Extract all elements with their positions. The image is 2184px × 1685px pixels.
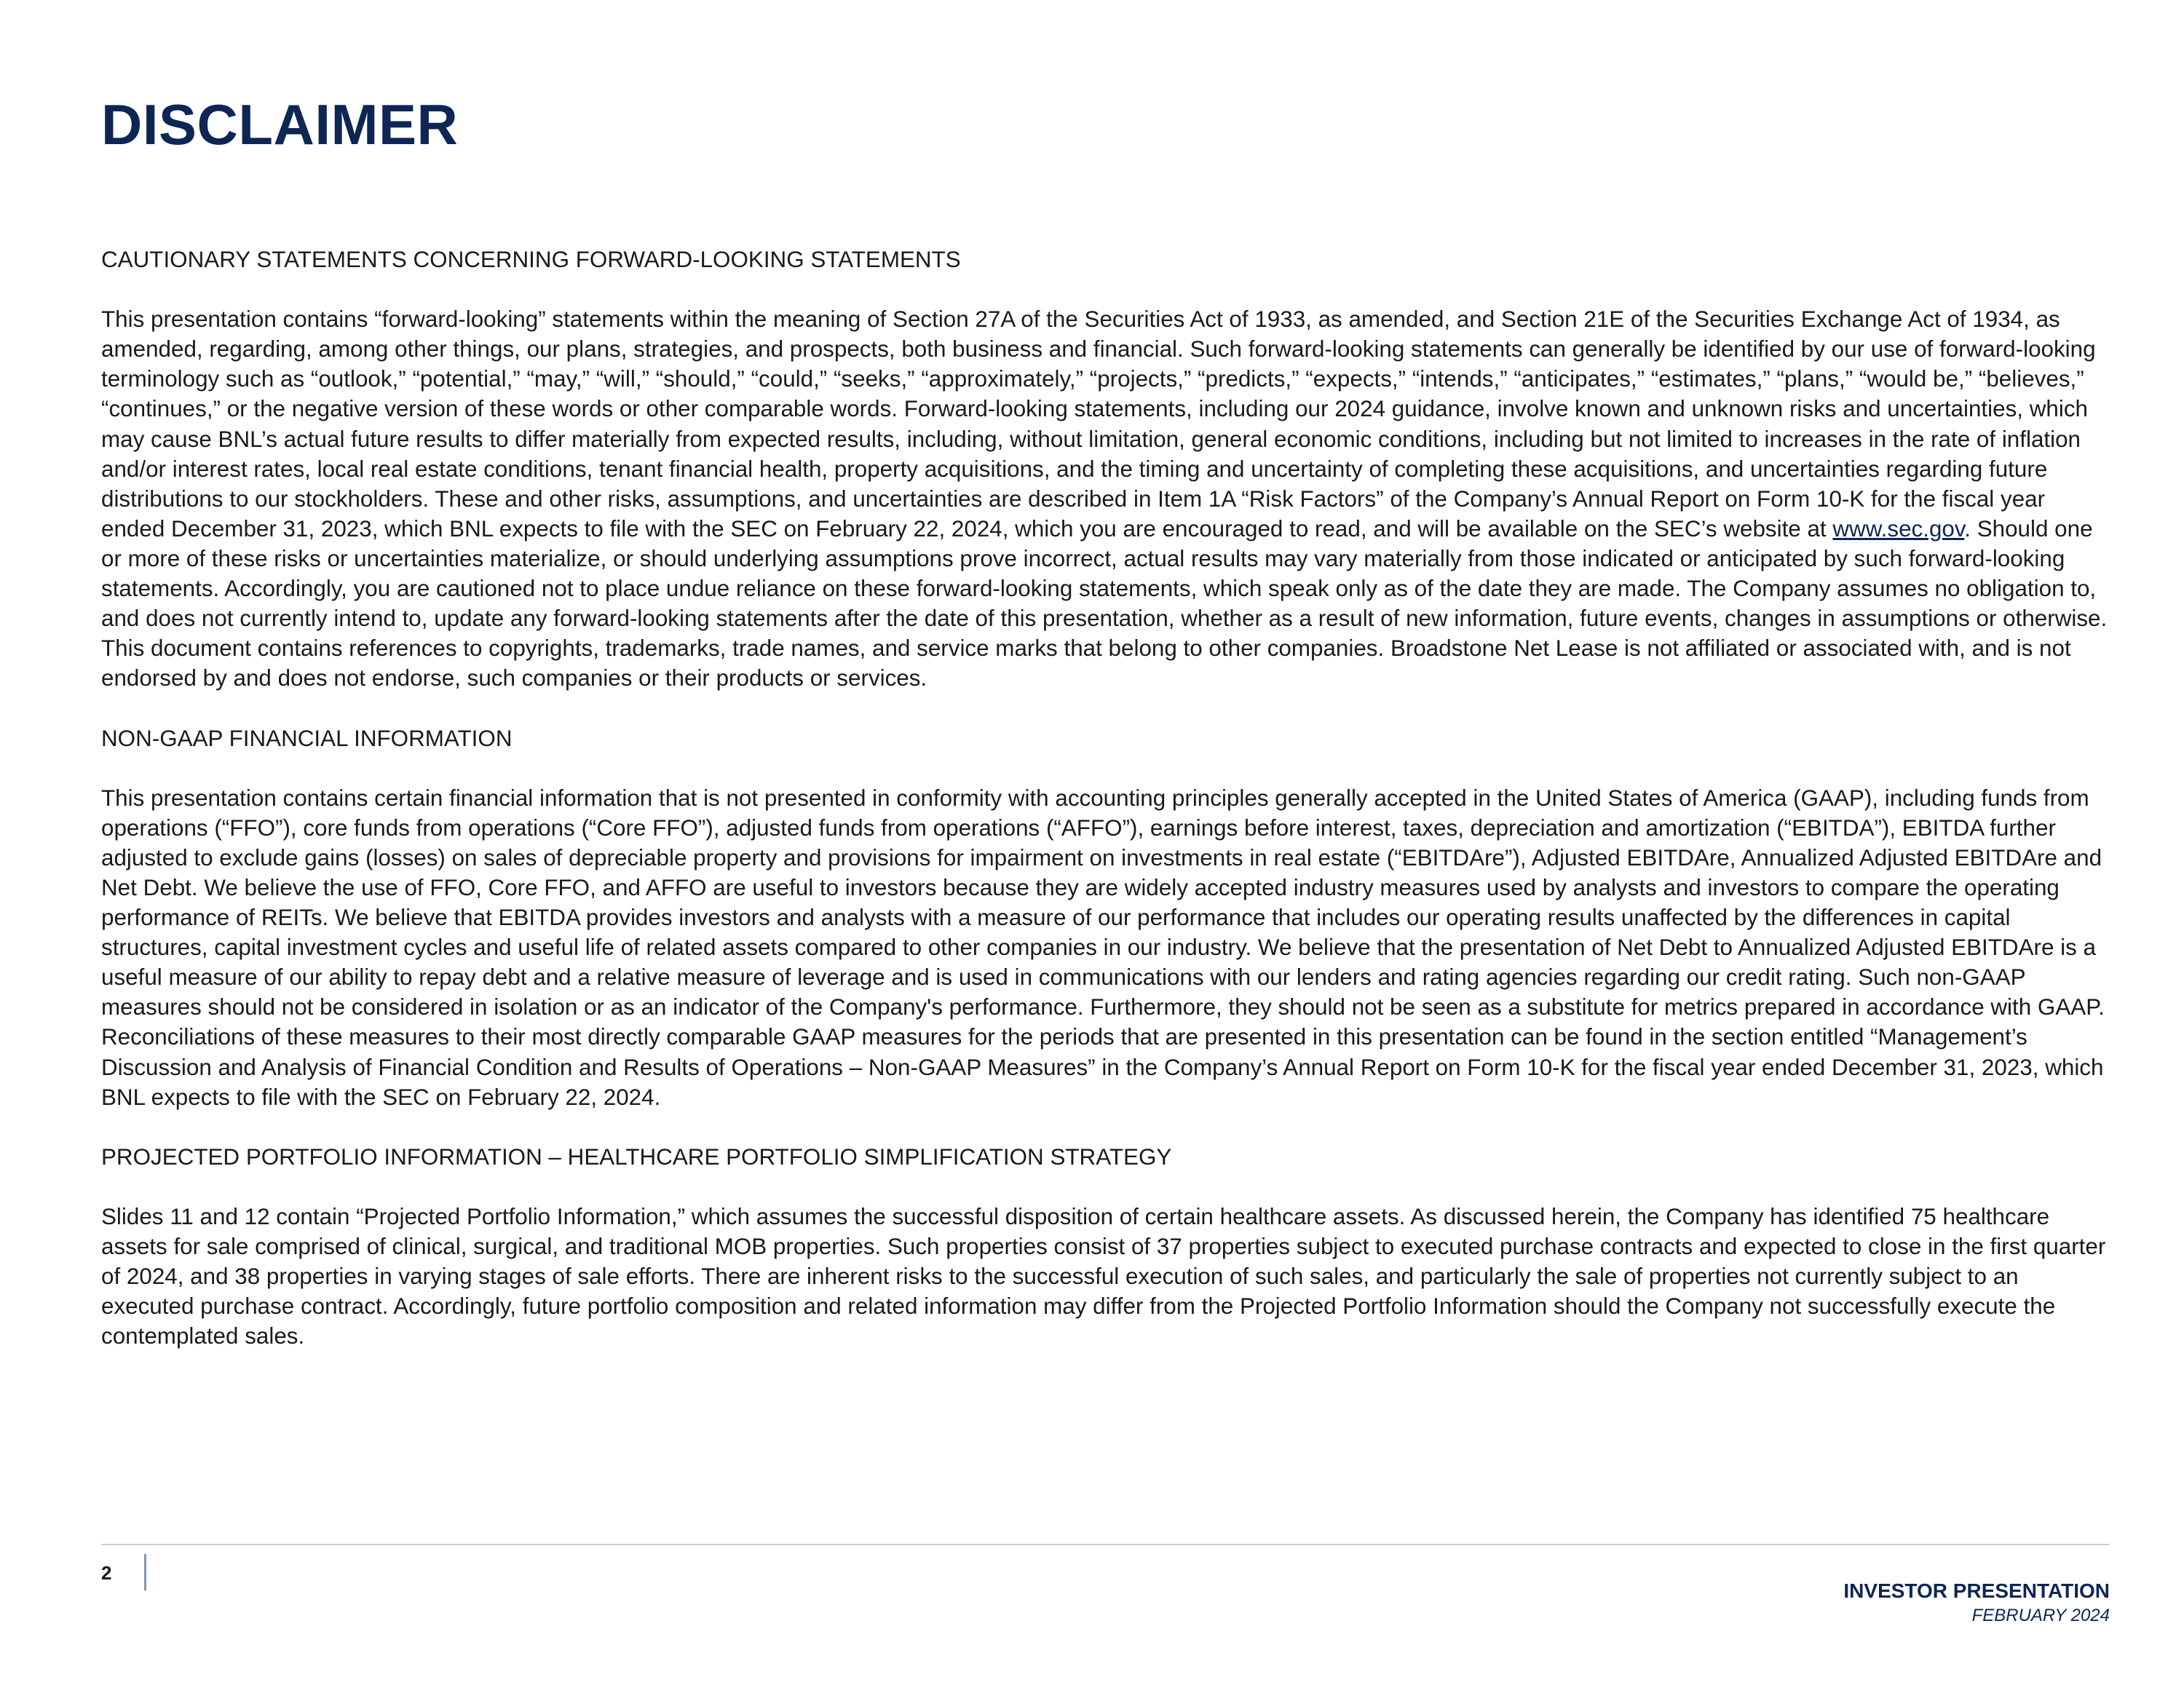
projected-portfolio-paragraph: Slides 11 and 12 contain “Projected Portfolio Information,” which assumes the successful disposition of certain healthcare assets. As discussed herein, the Company has identified 75 healthcare assets for sale comprised of clinical, surgical, and traditional MOB properties. Such properties consist of 37 properties subject to executed purchase contracts and expected to close in the first quarter of 2024, and 38 properties in varying stages of sale efforts. There are inherent risks to the successful execution of such sales, and particularly the sale of properties not currently subject to an executed purchase contract. Accordingly, future portfolio composition and related information may differ from the Projected Portfolio Information should the Company not successfully execute the contemplated sales. [101, 1204, 2106, 1349]
page-number: 2 [101, 1562, 112, 1584]
forward-looking-text-part1: This presentation contains “forward-looking” statements within the meaning of Section 27A of the Securities Act of 1933, as amended, and Section 21E of the Securities Exchange Act of 1934, as amended, regarding, among other things, our plans, strategies, and prospects, both business and financial. Such forward-looking statements can generally be identified by our use of forward-looking terminology such as “outlook,” “potential,” “may,” “will,” “should,” “could,” “seeks,” “approximately,” “projects,” “predicts,” “expects,” “intends,” “anticipates,” “estimates,” “plans,” “would be,” “believes,” “continues,” or the negative version of these words or other comparable words. Forward-looking statements, including our 2024 guidance, involve known and unknown risks and uncertainties, which may cause BNL’s actual future results to differ materially from expected results, including, without limitation, general economic conditions, including but not limited to increases in the rate of inflation and/or interest rates, local real estate conditions, tenant financial health, property acquisitions, and the timing and uncertainty of completing these acquisitions, and uncertainties regarding future distributions to our stockholders. These and other risks, assumptions, and uncertainties are described in Item 1A “Risk Factors” of the Company’s Annual Report on Form 10-K for the fiscal year ended December 31, 2023, which BNL expects to file with the SEC on February 22, 2024, which you are encouraged to read, and will be available on the SEC’s website at [101, 306, 2096, 542]
forward-looking-text-part2: . Should one or more of these risks or uncertainties materialize, or should underlying assumptions prove incorrect, actual results may vary materially from those indicated or anticipated by such forward-looking statements. Accordingly, you are cautioned not to place undue reliance on these forward-looking statements, which speak only as of the date they are made. The Company assumes no obligation to, and does not currently intend to, update any forward-looking statements after the date of this presentation, whether as a result of new information, future events, changes in assumptions or otherwise. This document contains references to copyrights, trademarks, trade names, and service marks that belong to other companies. Broadstone Net Lease is not affiliated or associated with, and is not endorsed by and does not endorse, such companies or their products or services. [101, 515, 2108, 691]
footer-presentation-date: FEBRUARY 2024 [1971, 1606, 2110, 1625]
footer-presentation-title: INVESTOR PRESENTATION [1843, 1579, 2110, 1602]
non-gaap-paragraph: This presentation contains certain financial information that is not presented in conformity with accounting principles generally accepted in the United States of America (GAAP), including funds from operations (“FFO”), core funds from operations (“Core FFO”), adjusted funds from operations (“AFFO”), earnings before interest, taxes, depreciation and amortization (“EBITDA”), EBITDA further adjusted to exclude gains (losses) on sales of depreciable property and provisions for impairment on investments in real estate (“EBITDAre”), Adjusted EBITDAre, Annualized Adjusted EBITDAre and Net Debt. We believe the use of FFO, Core FFO, and AFFO are useful to investors because they are widely accepted industry measures used by analysts and investors to compare the operating performance of REITs. We believe that EBITDA provides investors and analysts with a measure of our performance that includes our operating results unaffected by the differences in capital structures, capital investment cycles and useful life of related assets compared to other companies in our industry. We believe that the presentation of Net Debt to Annualized Adjusted EBITDAre is a useful measure of our ability to repay debt and a relative measure of leverage and is used in communications with our lenders and rating agencies regarding our credit rating. Such non-GAAP measures should not be considered in isolation or as an indicator of the Company's performance. Furthermore, they should not be seen as a substitute for metrics prepared in accordance with GAAP. Reconciliations of these measures to their most directly comparable GAAP measures for the periods that are presented in this presentation can be found in the section entitled “Management’s Discussion and Analysis of Financial Condition and Results of Operations – Non-GAAP Measures” in the Company’s Annual Report on Form 10-K for the fiscal year ended December 31, 2023, which BNL expects to file with the SEC on February 22, 2024. [101, 785, 2105, 1110]
non-gaap-heading: NON-GAAP FINANCIAL INFORMATION [101, 725, 513, 751]
forward-looking-heading: CAUTIONARY STATEMENTS CONCERNING FORWARD-LOOKING STATEMENTS [101, 247, 961, 272]
forward-looking-paragraph [101, 304, 2110, 693]
page-title: DISCLAIMER [101, 92, 459, 156]
projected-portfolio-heading: PROJECTED PORTFOLIO INFORMATION – HEALTHCARE PORTFOLIO SIMPLIFICATION STRATEGY [101, 1143, 1172, 1170]
page-number-divider [144, 1554, 146, 1590]
footer-divider-line [101, 1544, 2110, 1545]
disclaimer-body [101, 245, 2110, 1381]
sec-website-link[interactable]: www.sec.gov [1832, 515, 1965, 542]
